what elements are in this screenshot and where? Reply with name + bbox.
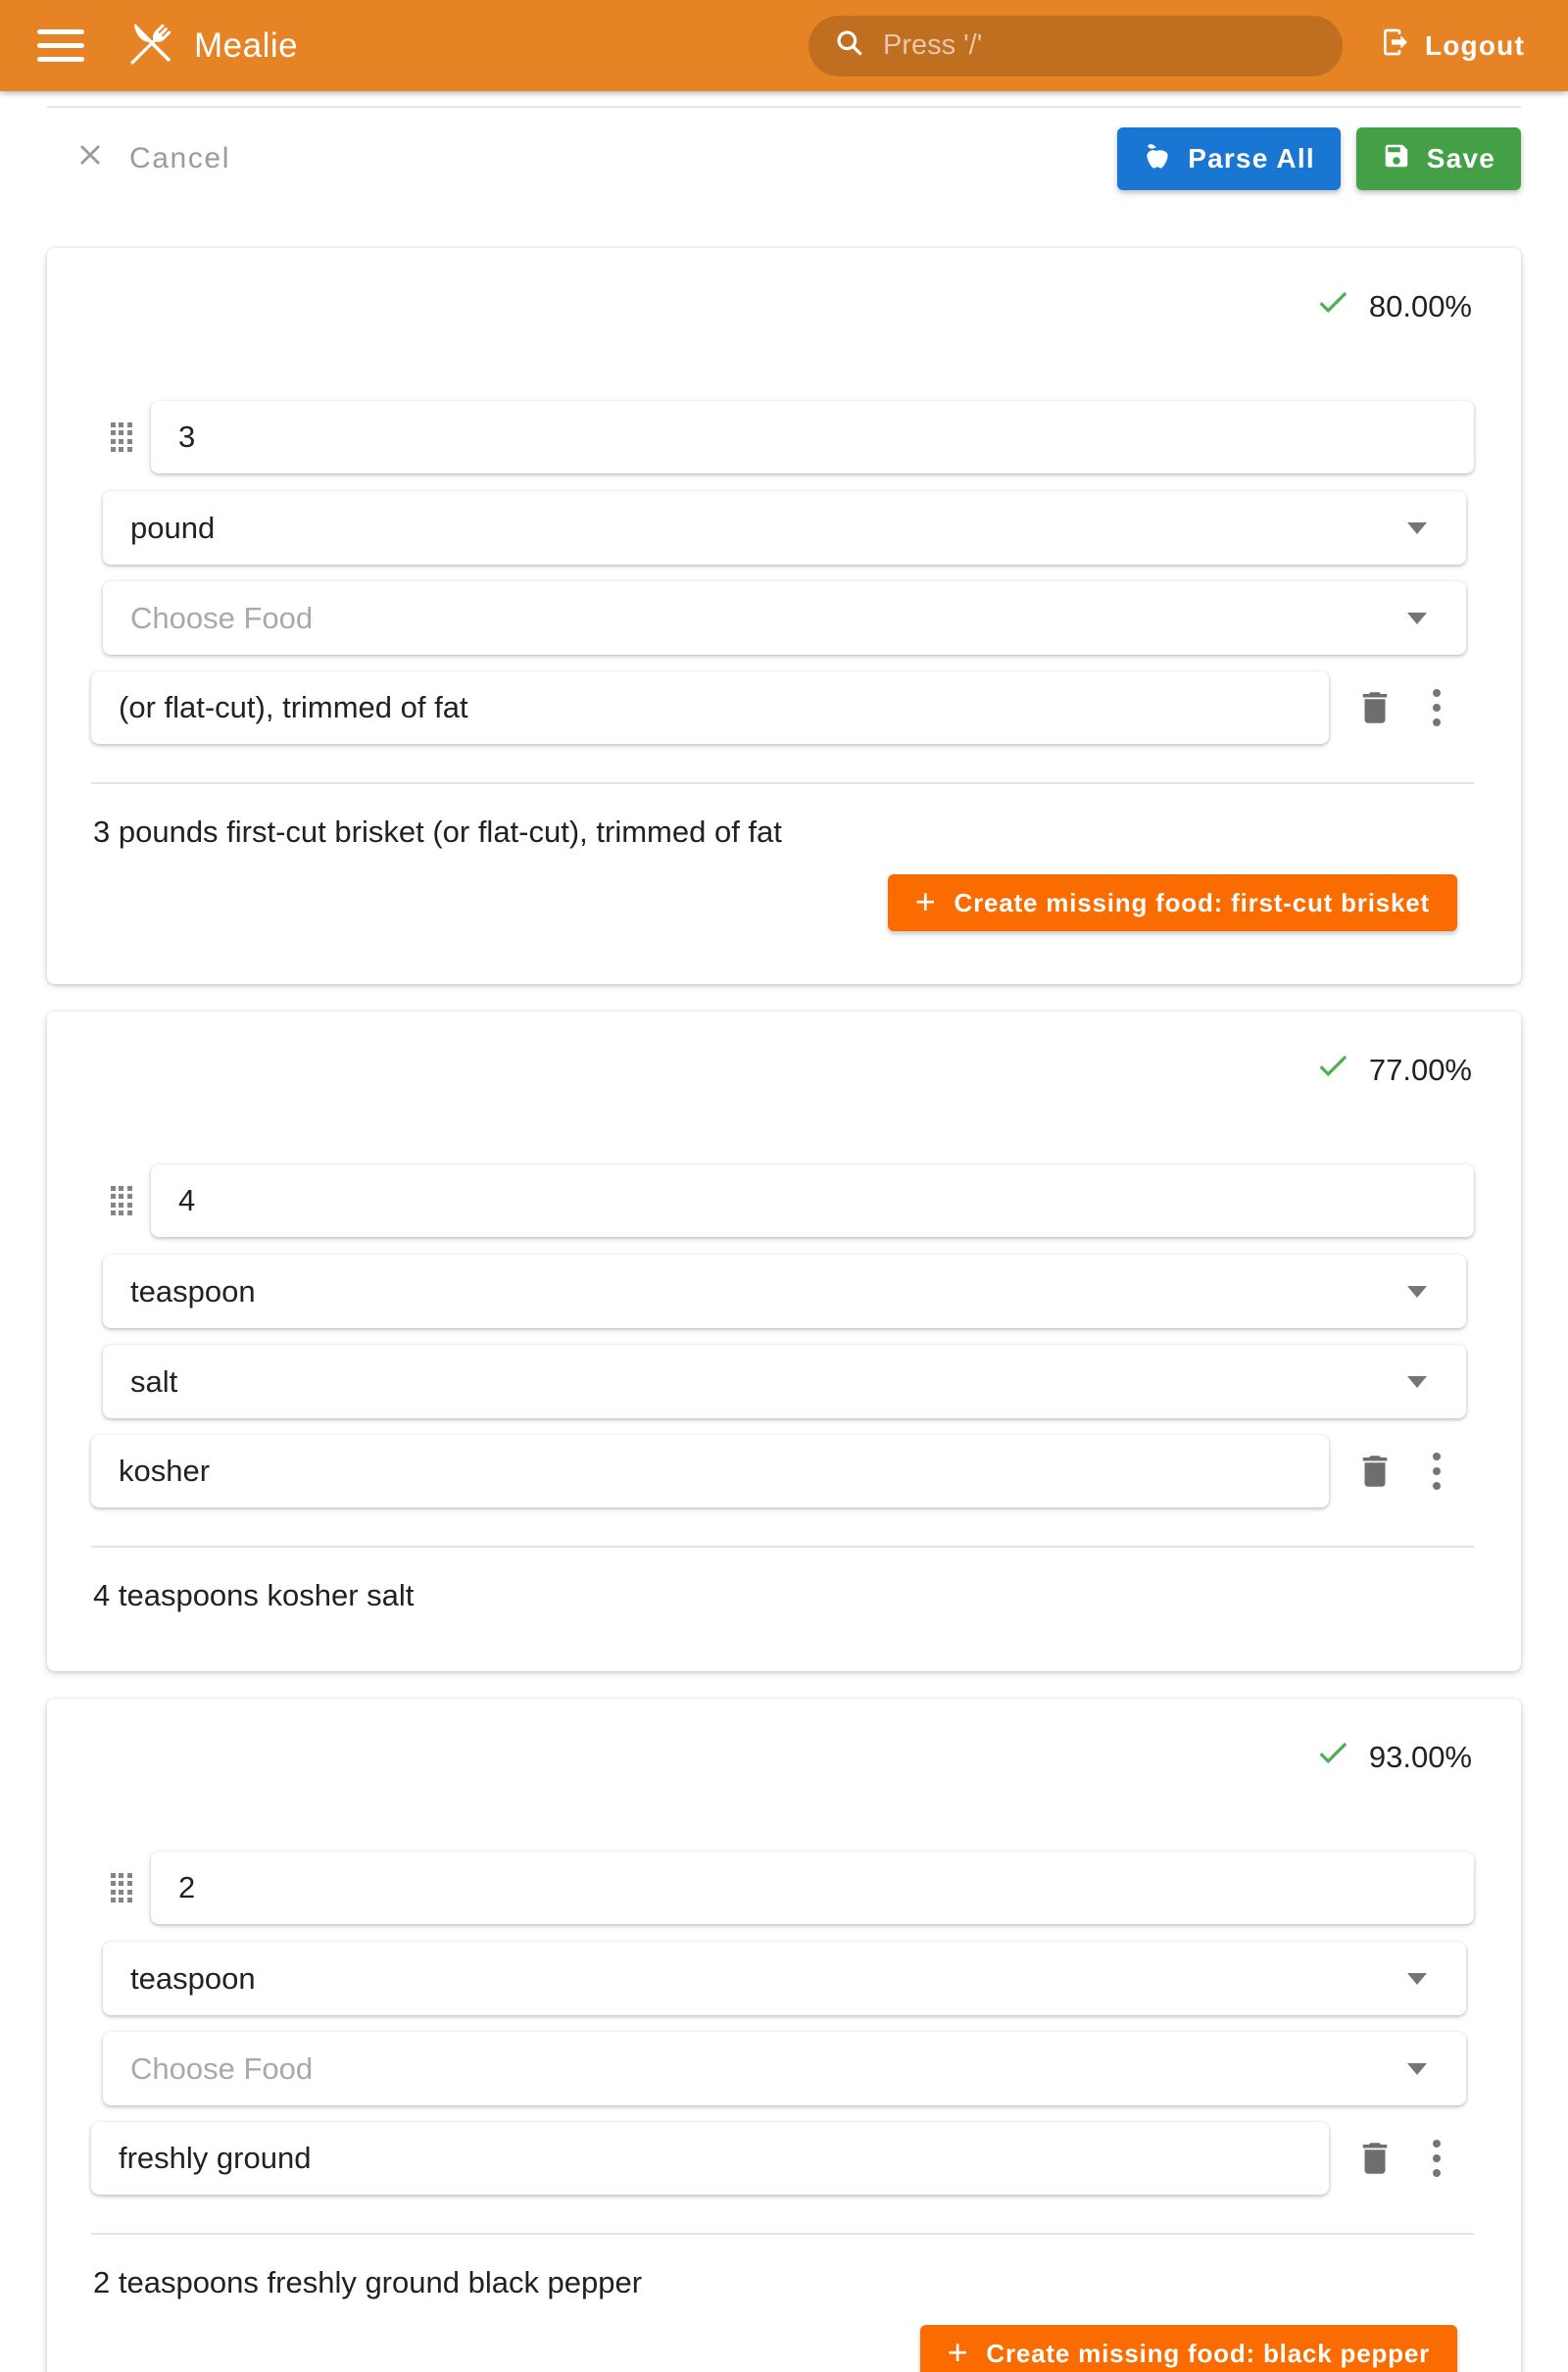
create-missing-food-label: Create missing food: black pepper — [986, 2338, 1430, 2368]
plus-icon: + — [914, 880, 937, 921]
logout-label: Logout — [1424, 29, 1525, 61]
cancel-button[interactable] — [76, 141, 230, 176]
trash-icon — [1354, 1451, 1396, 1492]
more-options-button[interactable] — [1427, 1449, 1446, 1494]
check-icon — [1314, 283, 1351, 329]
food-placeholder: Choose Food — [130, 2051, 314, 2086]
trash-icon — [1354, 687, 1396, 728]
parser-action-bar — [47, 106, 1521, 216]
confidence-value: 80.00% — [1368, 288, 1472, 323]
unit-value: teaspoon — [130, 1273, 256, 1309]
drag-handle[interactable] — [91, 1186, 151, 1216]
ingredient-card — [47, 248, 1521, 984]
food-select[interactable] — [103, 2032, 1466, 2105]
kebab-icon — [1433, 2140, 1441, 2148]
chevron-down-icon — [1407, 1376, 1427, 1388]
save-icon — [1382, 141, 1411, 177]
quantity-input[interactable] — [151, 1852, 1474, 1924]
confidence-value: 77.00% — [1368, 1052, 1472, 1087]
unit-select[interactable] — [103, 1255, 1466, 1328]
original-ingredient-text: 4 teaspoons kosher salt — [93, 1578, 415, 1612]
create-missing-food-label: Create missing food: first-cut brisket — [954, 887, 1430, 917]
confidence-row — [91, 1047, 1474, 1093]
food-placeholder: Choose Food — [130, 600, 314, 635]
food-select[interactable] — [103, 581, 1466, 655]
delete-button[interactable] — [1354, 687, 1396, 728]
chevron-down-icon — [1407, 522, 1427, 534]
note-input[interactable] — [91, 1435, 1329, 1507]
parse-all-label: Parse All — [1188, 143, 1315, 173]
divider — [91, 1546, 1474, 1548]
original-ingredient-text: 3 pounds first-cut brisket (or flat-cut), trimmed of fat — [93, 815, 782, 849]
delete-button[interactable] — [1354, 2138, 1396, 2179]
chevron-down-icon — [1407, 613, 1427, 624]
cancel-label: Cancel — [129, 142, 230, 174]
drag-indicator-icon — [111, 1873, 132, 1903]
apple-icon — [1143, 141, 1172, 177]
save-label: Save — [1426, 143, 1495, 173]
original-ingredient-text: 2 teaspoons freshly ground black pepper — [93, 2265, 643, 2299]
drag-handle[interactable] — [91, 422, 151, 453]
chevron-down-icon — [1407, 1973, 1427, 1985]
note-input[interactable] — [91, 671, 1329, 744]
divider — [91, 782, 1474, 784]
more-options-button[interactable] — [1427, 2136, 1446, 2181]
drag-indicator-icon — [111, 1186, 132, 1216]
close-icon — [76, 141, 104, 176]
mealie-logo-icon — [118, 15, 180, 77]
check-icon — [1314, 1734, 1351, 1780]
unit-select[interactable] — [103, 1942, 1466, 2015]
more-options-button[interactable] — [1427, 685, 1446, 730]
chevron-down-icon — [1407, 1286, 1427, 1298]
unit-value: pound — [130, 510, 216, 545]
plus-icon: + — [947, 2331, 969, 2372]
confidence-value: 93.00% — [1368, 1739, 1472, 1774]
unit-select[interactable] — [103, 491, 1466, 565]
ingredient-parser-list — [0, 248, 1568, 2372]
kebab-icon — [1433, 1453, 1441, 1460]
kebab-icon — [1433, 689, 1441, 697]
save-button[interactable] — [1356, 127, 1521, 190]
chevron-down-icon — [1407, 2063, 1427, 2075]
confidence-row — [91, 283, 1474, 329]
quantity-input[interactable] — [151, 1164, 1474, 1237]
search-placeholder: Press '/' — [882, 29, 983, 61]
drag-indicator-icon — [111, 422, 132, 453]
menu-icon[interactable] — [37, 29, 84, 62]
parse-all-button[interactable] — [1117, 127, 1341, 190]
note-input[interactable] — [91, 2122, 1329, 2195]
app-title: Mealie — [194, 25, 299, 65]
logout-button[interactable] — [1380, 26, 1525, 65]
food-select[interactable] — [103, 1345, 1466, 1418]
create-missing-food-button[interactable] — [920, 2325, 1457, 2372]
unit-value: teaspoon — [130, 1960, 256, 1996]
confidence-row — [91, 1734, 1474, 1780]
search-input[interactable] — [808, 16, 1343, 76]
delete-button[interactable] — [1354, 1451, 1396, 1492]
divider — [91, 2233, 1474, 2235]
trash-icon — [1354, 2138, 1396, 2179]
ingredient-card — [47, 1699, 1521, 2372]
app-bar — [0, 0, 1568, 91]
search-icon — [834, 27, 865, 64]
drag-handle[interactable] — [91, 1873, 151, 1903]
food-value: salt — [130, 1363, 178, 1399]
quantity-input[interactable] — [151, 401, 1474, 473]
logout-icon — [1380, 26, 1411, 65]
ingredient-card — [47, 1012, 1521, 1671]
create-missing-food-button[interactable] — [888, 874, 1457, 931]
check-icon — [1314, 1047, 1351, 1093]
